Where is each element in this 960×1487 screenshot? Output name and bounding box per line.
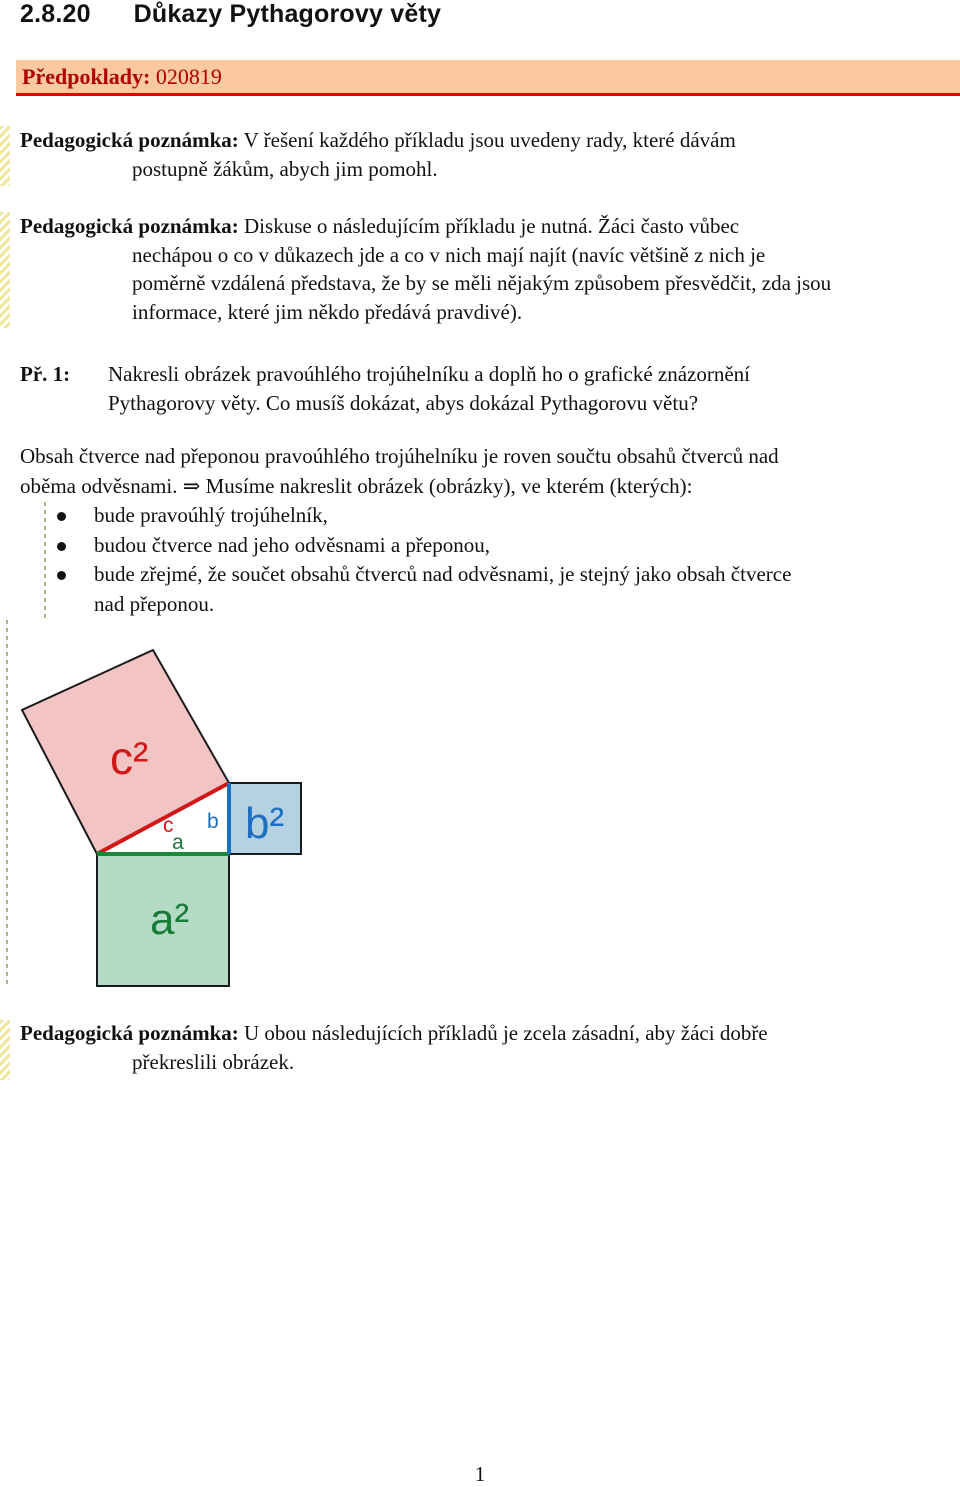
note-text: V řešení každého příkladu jsou uvedeny rady, které dávám	[243, 128, 736, 152]
side-c-label: c	[163, 814, 174, 837]
section-number: 2.8.20	[20, 0, 91, 28]
note-text: U obou následujících příkladů je zcela zásadní, aby žáci dobře	[244, 1021, 768, 1045]
implies-arrow-icon: ⇒	[182, 474, 201, 498]
prerequisites-label: Předpoklady:	[22, 64, 151, 89]
square-a-label: a²	[150, 895, 190, 944]
bullet-icon	[57, 512, 66, 521]
pedagogical-note-2	[20, 212, 960, 326]
side-b-label: b	[207, 810, 219, 833]
list-item: budou čtverce nad jeho odvěsnami a přeponou,	[20, 531, 960, 561]
prerequisites	[22, 63, 222, 91]
square-c-label: c²	[110, 732, 149, 784]
example-label: Př. 1:	[20, 362, 71, 386]
section-title: Důkazy Pythagorovy věty	[133, 0, 442, 28]
note-text-cont: postupně žákům, abych jim pomohl.	[132, 156, 438, 181]
note-margin-marker	[0, 126, 10, 186]
note-text-cont: informace, které jim někdo předává pravdivé).	[132, 299, 523, 324]
square-b-label: b²	[245, 799, 285, 848]
pedagogical-note-1	[20, 126, 960, 183]
example-line: Nakresli obrázek pravoúhlého trojúhelníku a doplň ho o grafické znázornění	[108, 362, 751, 386]
note-label: Pedagogická poznámka:	[20, 1021, 239, 1045]
note-margin-marker	[0, 212, 10, 328]
note-text-cont: překreslili obrázek.	[132, 1049, 295, 1074]
side-a-label: a	[172, 831, 184, 854]
prerequisites-value: 020819	[155, 64, 222, 89]
pythagoras-figure	[0, 640, 320, 990]
list-item: bude zřejmé, že součet obsahů čtverců nad odvěsnami, je stejný jako obsah čtverce	[20, 560, 960, 590]
note-text: Diskuse o následujícím příkladu je nutná. Žáci často vůbec	[244, 214, 740, 238]
solution-text	[20, 441, 960, 501]
note-label: Pedagogická poznámka:	[20, 128, 239, 152]
solution-line: Obsah čtverce nad přeponou pravoúhlého trojúhelníku je roven součtu obsahů čtverců nad	[20, 444, 779, 468]
solution-line: Musíme nakreslit obrázek (obrázky), ve kterém (kterých):	[205, 474, 693, 498]
note-text-cont: poměrně vzdálená představa, že by se měli nějakým způsobem přesvědčit, zda jsou	[132, 271, 832, 295]
note-label: Pedagogická poznámka:	[20, 214, 239, 238]
list-item: bude pravoúhlý trojúhelník,	[20, 501, 960, 531]
bullet-icon	[57, 571, 66, 580]
note-text-cont: nechápou o co v důkazech jde a co v nich mají najít (navíc většině z nich je	[132, 242, 766, 267]
solution-line: oběma odvěsnami.	[20, 474, 178, 498]
page-title	[20, 0, 441, 29]
prerequisites-underline	[16, 93, 960, 96]
list-item-cont: nad přeponou.	[94, 591, 215, 616]
pedagogical-note-3	[20, 1019, 960, 1076]
example-line: Pythagorovy věty. Co musíš dokázat, abys dokázal Pythagorovu větu?	[108, 391, 699, 415]
bullet-icon	[57, 542, 66, 551]
page-number: 1	[474, 1462, 486, 1486]
note-margin-marker	[0, 1020, 10, 1080]
example-text	[108, 360, 958, 418]
solution-bullets	[20, 501, 960, 619]
